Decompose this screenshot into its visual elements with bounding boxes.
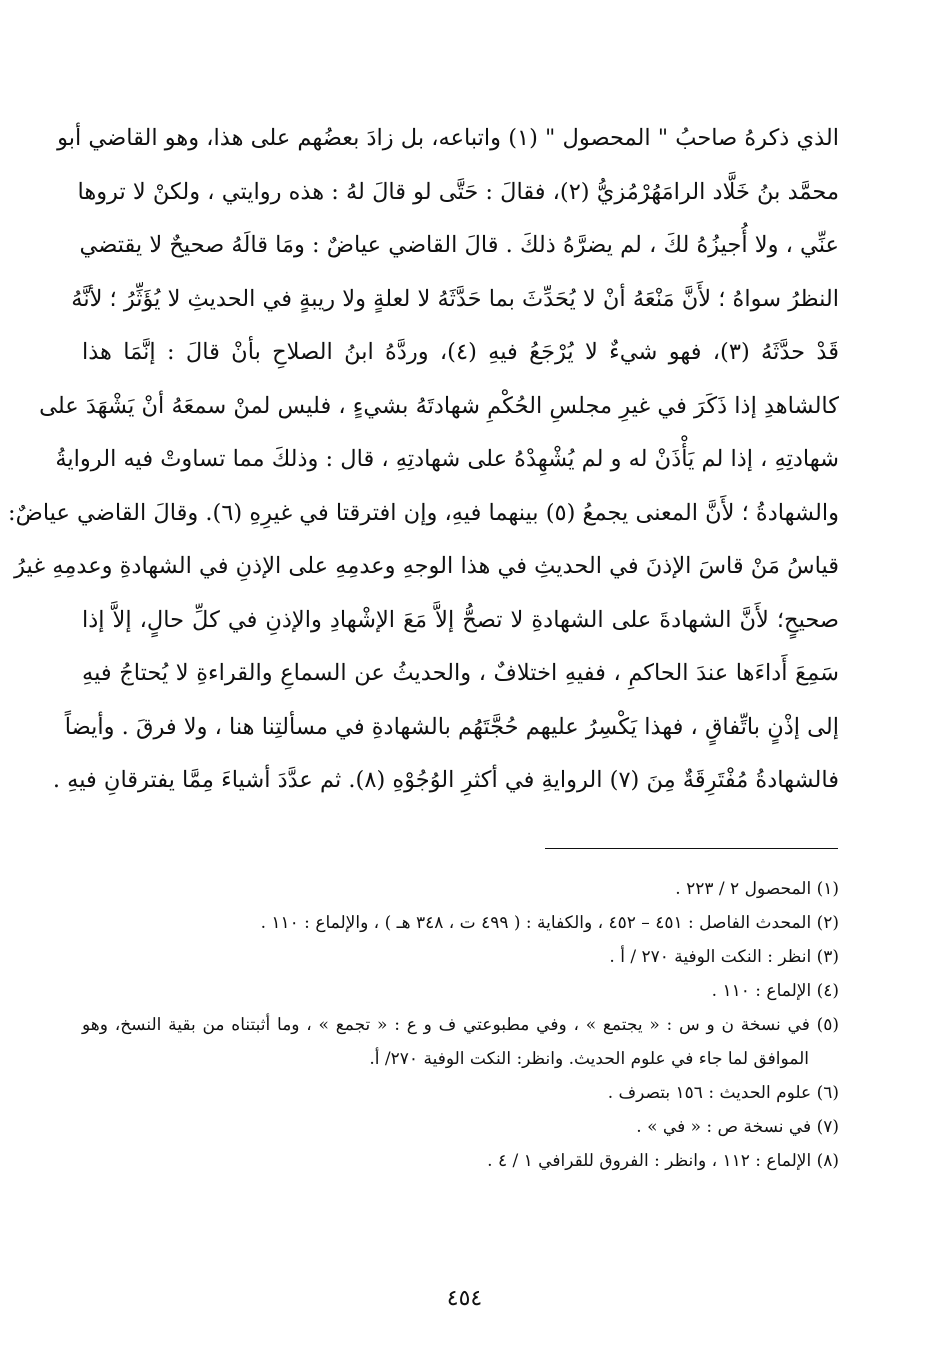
footnote-separator [545, 848, 838, 849]
footnote-4: (٤) الإلماع : ١١٠ . [711, 981, 839, 1001]
main-text-body [8, 112, 839, 808]
page-number: ٤٥٤ [446, 1286, 483, 1311]
text-line: قياسُ مَنْ قاسَ الإذنَ في الحديثِ في هذا الوجهِ وعدمِهِ على الإذنِ في الشهادةِ وعدمِهِ غيرُ [14, 553, 839, 579]
text-line: والشهادةُ ؛ لأَنَّ المعنى يجمعُ (٥) بينهما فيهِ، وإن افترقتا في غيرِهِ (٦). وقالَ القاضي عياضٌ: [8, 499, 839, 526]
text-line: شهادتِهِ ، إذا لم يَأْذَنْ له و لم يُشْهِدْهُ على شهادتِهِ ، قال : وذلكَ مما تساوتْ فيه الروايةُ [55, 446, 839, 472]
footnote-1: (١) المحصول ٢ / ٢٢٣ . [675, 879, 839, 899]
text-line: الذي ذكرهُ صاحبُ " المحصول " (١) واتباعه، بل زادَ بعضُهم على هذا، وهو القاضي أبو [57, 125, 839, 151]
footnote-2: (٢) المحدث الفاصل : ٤٥١ – ٤٥٢ ، والكفاية : ( ٤٩٩ ت ، ٣٤٨ هـ ) ، والإلماع : ١١٠ . [260, 913, 839, 933]
text-line: قَدْ حدَّثَهُ (٣)، فهو شيءٌ لا يُرْجَعُ فيهِ (٤)، وردَّهُ ابنُ الصلاحِ بأنْ قالَ : إنَّمَا هذا [82, 339, 839, 365]
footnotes-section [82, 872, 839, 1178]
text-line: عنِّي ، ولا أُجيزُهُ لكَ ، لم يضرَّهُ ذلكَ . قالَ القاضي عياضٌ : ومَا قالَهُ صحيحٌ لا يقتضي [79, 232, 839, 258]
text-line: كالشاهدِ إذا ذَكَرَ في غيرِ مجلسِ الحُكْمِ شهادتَهُ بشيءٍ ، فليس لمنْ سمعَهُ أنْ يَشْهَدَ على [39, 392, 839, 419]
footnote-5-continuation: الموافق لما جاء في علوم الحديث. وانظر: النكت الوفية ٢٧٠/ أ. [369, 1049, 809, 1069]
footnote-3: (٣) انظر : النكت الوفية ٢٧٠ / أ . [609, 947, 839, 967]
text-line: سَمِعَ أَداءَها عندَ الحاكمِ ، ففيهِ اختلافٌ ، والحديثُ عن السماعِ والقراءةِ لا يُحتاجُ فيهِ [82, 660, 839, 686]
text-line: النظرُ سواهُ ؛ لأَنَّ مَنْعَهُ أنْ لا يُحَدِّثَ بما حَدَّثَهُ لا لعلةٍ ولا ريبةٍ في الحديثِ لا يُؤَثِّرُ ؛ لأنَّهُ [71, 285, 839, 312]
text-line: محمَّد بنُ خَلَّاد الرامَهُرْمُزيُّ (٢)، فقالَ : حَتَّى لو قالَ لهُ : هذه روايتي ، ولكنْ لا تروها [77, 178, 839, 205]
footnote-6: (٦) علوم الحديث : ١٥٦ بتصرف . [607, 1083, 839, 1103]
text-line: فالشهادةُ مُفْتَرِقَةٌ مِنَ (٧) الروايةِ في أكثرِ الوُجُوْهِ (٨). ثم عدَّدَ أشياءَ مِمَّا يفترقانِ فيهِ . [52, 767, 839, 793]
footnote-7: (٧) في نسخة ص : « في » . [636, 1117, 839, 1137]
text-line: إلى إذْنٍ باتِّفاقٍ ، فهذا يَكْسِرُ عليهم حُجَّتَهُم بالشهادةِ في مسألتِنا هنا ، ولا فرقَ . وأيضاً [64, 713, 839, 740]
text-line: صحيحٍ؛ لأَنَّ الشهادةَ على الشهادةِ لا تصحُّ إلاَّ مَعَ الإشْهادِ والإذنِ في كلِّ حالٍ، إلاَّ إذا [82, 606, 839, 633]
footnote-8: (٨) الإلماع : ١١٢ ، وانظر : الفروق للقرافي ١ / ٤ . [487, 1151, 839, 1171]
footnote-5: (٥) في نسخة ن و س : « يجتمع » ، وفي مطبوعتي ف و ع : « تجمع » ، وما أثبتناه من بقية النسخ، وهو [82, 1015, 839, 1035]
